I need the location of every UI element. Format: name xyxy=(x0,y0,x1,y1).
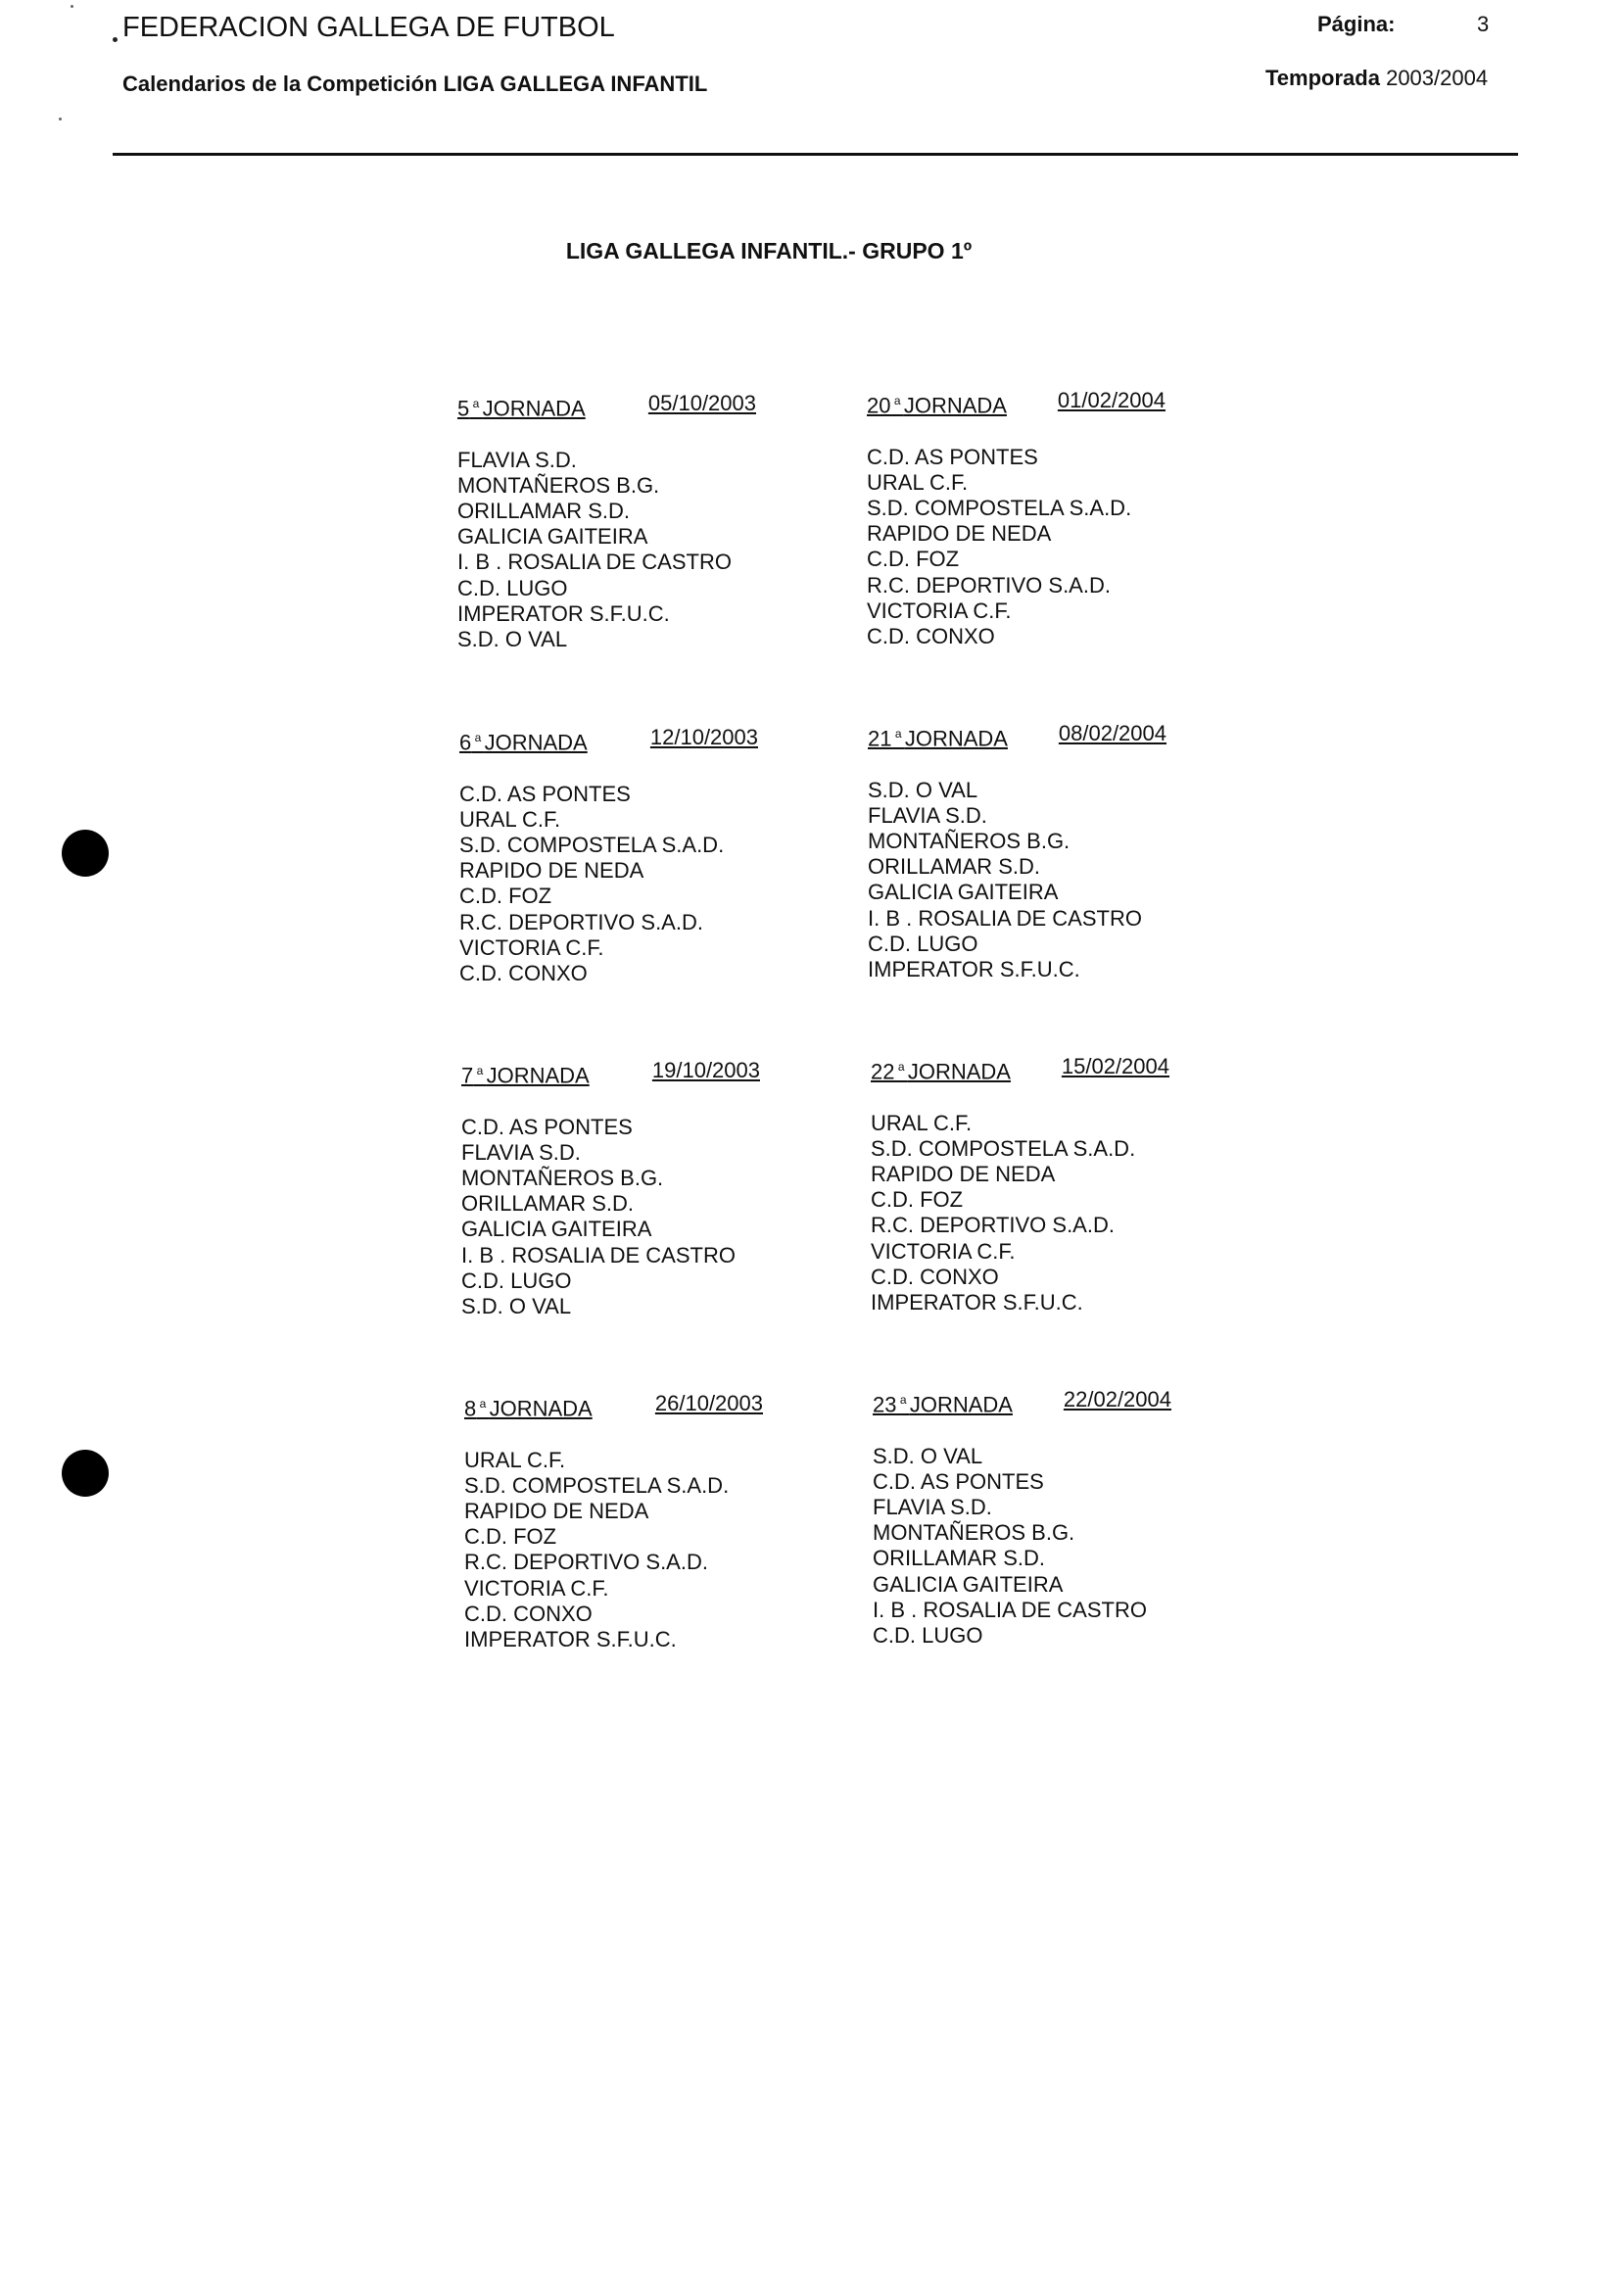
team-name: R.C. DEPORTIVO S.A.D. xyxy=(464,1550,708,1575)
team-name: VICTORIA C.F. xyxy=(867,598,1012,623)
team-name: C.D. LUGO xyxy=(873,1622,983,1648)
group-title: LIGA GALLEGA INFANTIL.- GRUPO 1º xyxy=(565,238,973,263)
jornada-block xyxy=(868,721,1166,982)
ordinal-mark: a xyxy=(896,1393,910,1407)
team-name: C.D. FOZ xyxy=(459,884,552,909)
team-name: URAL C.F. xyxy=(459,806,561,832)
jornada-block xyxy=(871,1054,1169,1315)
jornada-number: 8 xyxy=(464,1396,477,1421)
jornada-title xyxy=(457,391,586,422)
jornada-label: JORNADA xyxy=(489,1396,593,1421)
team-name: MONTAÑEROS B.G. xyxy=(873,1520,1075,1546)
jornada-header xyxy=(873,1387,1171,1418)
team-name: RAPIDO DE NEDA xyxy=(871,1161,1056,1186)
jornada-block xyxy=(461,1058,760,1319)
jornada-block xyxy=(873,1387,1171,1649)
team-list xyxy=(461,1115,760,1320)
team-name: R.C. DEPORTIVO S.A.D. xyxy=(867,572,1111,598)
team-name: ORILLAMAR S.D. xyxy=(461,1191,635,1217)
jornada-number: 20 xyxy=(867,393,891,418)
team-name: C.D. CONXO xyxy=(871,1264,999,1289)
jornada-label: JORNADA xyxy=(904,726,1008,751)
jornada-title xyxy=(459,725,588,756)
document-subtitle: Calendarios de la Competición LIGA GALLEGA INFANTIL xyxy=(122,72,708,96)
team-name: ORILLAMAR S.D. xyxy=(873,1546,1046,1571)
jornada-date: 08/02/2004 xyxy=(1058,721,1166,745)
scan-speck xyxy=(71,5,73,8)
team-name: C.D. AS PONTES xyxy=(873,1468,1044,1494)
jornada-title xyxy=(867,388,1007,419)
jornada-label: JORNADA xyxy=(484,730,588,755)
jornada-title xyxy=(871,1054,1011,1085)
team-name: C.D. AS PONTES xyxy=(459,781,631,806)
jornada-header xyxy=(461,1058,760,1089)
team-name: C.D. FOZ xyxy=(871,1187,964,1213)
jornada-label: JORNADA xyxy=(486,1063,590,1088)
jornada-number: 23 xyxy=(873,1392,897,1417)
ordinal-mark: a xyxy=(471,731,485,744)
jornada-date: 22/02/2004 xyxy=(1063,1387,1171,1411)
team-name: S.D. COMPOSTELA S.A.D. xyxy=(464,1472,730,1498)
jornada-number: 6 xyxy=(459,730,472,755)
team-name: GALICIA GAITEIRA xyxy=(457,524,648,550)
punch-hole xyxy=(62,830,109,877)
scan-speck xyxy=(59,118,62,120)
team-name: C.D. CONXO xyxy=(464,1601,593,1626)
jornada-header xyxy=(464,1391,763,1422)
team-name: C.D. LUGO xyxy=(461,1268,572,1293)
ordinal-mark: a xyxy=(890,394,904,407)
jornada-header xyxy=(457,391,756,422)
jornada-header xyxy=(867,388,1166,419)
team-name: GALICIA GAITEIRA xyxy=(461,1217,652,1242)
season xyxy=(1265,66,1488,91)
team-list xyxy=(871,1111,1169,1316)
team-name: C.D. CONXO xyxy=(867,623,995,648)
header-rule xyxy=(113,153,1518,156)
team-list xyxy=(459,782,758,987)
team-name: S.D. COMPOSTELA S.A.D. xyxy=(871,1135,1136,1161)
jornada-label: JORNADA xyxy=(903,393,1007,418)
ordinal-mark: a xyxy=(469,397,483,410)
jornada-label: JORNADA xyxy=(482,396,586,421)
team-name: I. B . ROSALIA DE CASTRO xyxy=(457,550,732,575)
jornada-title xyxy=(464,1391,593,1422)
page-label: Página: xyxy=(1317,12,1396,36)
team-name: C.D. AS PONTES xyxy=(867,444,1038,469)
team-name: RAPIDO DE NEDA xyxy=(464,1498,649,1523)
team-name: GALICIA GAITEIRA xyxy=(873,1571,1064,1597)
team-name: MONTAÑEROS B.G. xyxy=(457,472,660,498)
team-name: ORILLAMAR S.D. xyxy=(457,498,631,523)
team-name: VICTORIA C.F. xyxy=(871,1238,1016,1264)
team-name: RAPIDO DE NEDA xyxy=(867,521,1052,547)
jornada-header xyxy=(868,721,1166,752)
jornada-number: 5 xyxy=(457,396,470,421)
season-value: 2003/2004 xyxy=(1386,66,1489,90)
team-name: S.D. O VAL xyxy=(868,777,978,802)
team-name: VICTORIA C.F. xyxy=(459,934,604,960)
team-name: S.D. COMPOSTELA S.A.D. xyxy=(867,495,1132,520)
jornada-block xyxy=(464,1391,763,1652)
jornada-title xyxy=(461,1058,590,1089)
team-list xyxy=(464,1448,763,1653)
team-name: IMPERATOR S.F.U.C. xyxy=(457,600,670,626)
jornada-date: 26/10/2003 xyxy=(654,1391,763,1415)
team-name: FLAVIA S.D. xyxy=(873,1494,992,1519)
team-name: S.D. O VAL xyxy=(461,1293,572,1318)
jornada-number: 21 xyxy=(868,726,892,751)
organization-name: FEDERACION GALLEGA DE FUTBOL xyxy=(122,12,615,43)
team-name: RAPIDO DE NEDA xyxy=(459,858,644,884)
team-name: ORILLAMAR S.D. xyxy=(868,854,1041,880)
jornada-header xyxy=(459,725,758,756)
team-name: S.D. COMPOSTELA S.A.D. xyxy=(459,832,725,857)
team-name: C.D. AS PONTES xyxy=(461,1114,633,1139)
team-name: URAL C.F. xyxy=(871,1110,973,1135)
ordinal-mark: a xyxy=(891,727,905,741)
team-name: R.C. DEPORTIVO S.A.D. xyxy=(459,909,703,934)
team-name: R.C. DEPORTIVO S.A.D. xyxy=(871,1213,1115,1238)
team-name: IMPERATOR S.F.U.C. xyxy=(464,1626,677,1651)
team-name: IMPERATOR S.F.U.C. xyxy=(868,956,1080,981)
team-name: C.D. FOZ xyxy=(464,1524,557,1550)
season-label: Temporada xyxy=(1265,66,1380,90)
team-name: IMPERATOR S.F.U.C. xyxy=(871,1289,1083,1315)
jornada-title xyxy=(873,1387,1013,1418)
team-name: C.D. LUGO xyxy=(868,931,978,956)
ordinal-mark: a xyxy=(894,1060,908,1074)
team-name: FLAVIA S.D. xyxy=(461,1139,581,1165)
jornada-block xyxy=(867,388,1166,649)
team-list xyxy=(457,448,756,653)
team-name: S.D. O VAL xyxy=(873,1443,983,1468)
jornada-date: 05/10/2003 xyxy=(647,391,756,415)
team-name: I. B . ROSALIA DE CASTRO xyxy=(868,905,1142,931)
scan-mark xyxy=(113,37,118,42)
team-name: S.D. O VAL xyxy=(457,626,568,651)
jornada-header xyxy=(871,1054,1169,1085)
ordinal-mark: a xyxy=(473,1064,487,1077)
team-name: MONTAÑEROS B.G. xyxy=(868,828,1071,853)
jornada-title xyxy=(868,721,1008,752)
jornada-number: 22 xyxy=(871,1059,895,1084)
jornada-block xyxy=(459,725,758,986)
jornada-label: JORNADA xyxy=(907,1059,1011,1084)
team-name: I. B . ROSALIA DE CASTRO xyxy=(873,1597,1147,1622)
team-name: C.D. FOZ xyxy=(867,547,960,572)
team-name: C.D. CONXO xyxy=(459,960,588,985)
jornada-label: JORNADA xyxy=(909,1392,1013,1417)
team-name: VICTORIA C.F. xyxy=(464,1575,609,1601)
jornada-date: 15/02/2004 xyxy=(1061,1054,1169,1078)
punch-hole xyxy=(62,1450,109,1497)
team-name: FLAVIA S.D. xyxy=(457,447,577,472)
team-name: C.D. LUGO xyxy=(457,575,568,600)
jornada-date: 01/02/2004 xyxy=(1057,388,1166,412)
team-list xyxy=(868,778,1166,983)
team-name: URAL C.F. xyxy=(464,1447,566,1472)
jornada-date: 12/10/2003 xyxy=(649,725,758,749)
page-number: 3 xyxy=(1477,12,1490,36)
team-list xyxy=(873,1444,1171,1650)
team-name: MONTAÑEROS B.G. xyxy=(461,1165,664,1190)
team-name: I. B . ROSALIA DE CASTRO xyxy=(461,1242,736,1268)
team-name: URAL C.F. xyxy=(867,469,969,495)
team-name: GALICIA GAITEIRA xyxy=(868,880,1059,905)
team-list xyxy=(867,445,1166,650)
jornada-date: 19/10/2003 xyxy=(651,1058,760,1082)
jornada-block xyxy=(457,391,756,652)
jornada-number: 7 xyxy=(461,1063,474,1088)
ordinal-mark: a xyxy=(476,1397,490,1411)
team-name: FLAVIA S.D. xyxy=(868,802,987,828)
